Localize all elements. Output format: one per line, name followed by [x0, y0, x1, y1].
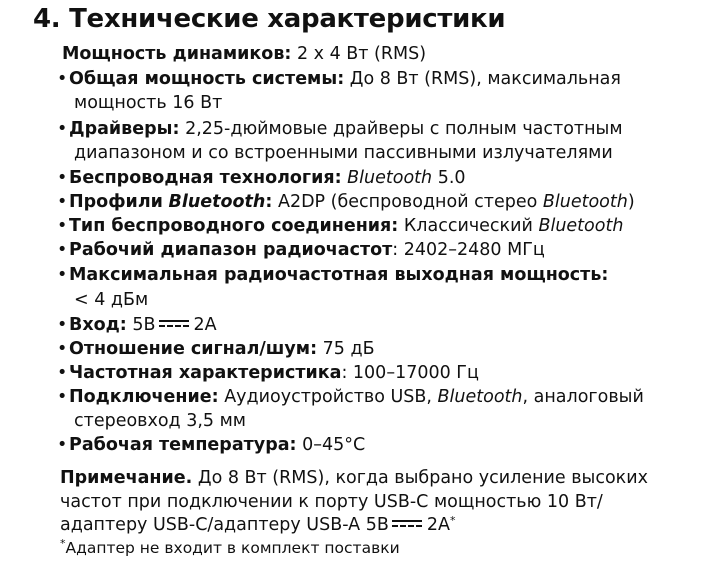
spec-connection: •Подключение: Аудиоустройство USB, Bluetooth, аналоговый [57, 387, 644, 407]
spec-connection-cont: стереовход 3,5 мм [74, 411, 247, 431]
dc-symbol-icon [392, 519, 422, 529]
spec-snr: •Отношение сигнал/шум: 75 дБ [57, 339, 375, 359]
spec-input: •Вход: 5В 2A [57, 315, 217, 335]
spec-drivers: •Драйверы: 2,25-дюймовые драйверы с полным частотным [57, 119, 623, 139]
spec-total-power-cont: мощность 16 Вт [74, 93, 223, 113]
note-line-3: адаптеру USB-C/адаптеру USB-A 5В 2A* [60, 514, 456, 535]
spec-rf-power-cont: < 4 дБм [74, 290, 149, 310]
spec-total-power: •Общая мощность системы: До 8 Вт (RMS), максимальная [57, 69, 621, 89]
spec-wireless: •Беспроводная технология: Bluetooth 5.0 [57, 168, 466, 188]
spec-power: Мощность динамиков: 2 x 4 Вт (RMS) [62, 44, 427, 64]
section-title: 4. Технические характеристики [33, 4, 506, 34]
spec-drivers-cont: диапазоном и со встроенными пассивными излучателями [74, 143, 613, 163]
spec-connection-type: •Тип беспроводного соединения: Классический Bluetooth [57, 216, 624, 236]
spec-profiles: •Профили Bluetooth: A2DP (беспроводной стерео Bluetooth) [57, 192, 635, 212]
dc-symbol-icon [159, 319, 189, 329]
spec-frequency-response: •Частотная характеристика: 100–17000 Гц [57, 363, 479, 383]
spec-rf-power: •Максимальная радиочастотная выходная мощность: [57, 265, 609, 285]
spec-temperature: •Рабочая температура: 0–45°C [57, 435, 366, 455]
note-line-1: Примечание. До 8 Вт (RMS), когда выбрано усиление высоких [60, 468, 648, 488]
note-line-2: частот при подключении к порту USB-C мощностью 10 Вт/ [60, 492, 603, 512]
footnote: *Адаптер не входит в комплект поставки [60, 537, 400, 557]
spec-frequency-range: •Рабочий диапазон радиочастот: 2402–2480 МГц [57, 240, 545, 260]
